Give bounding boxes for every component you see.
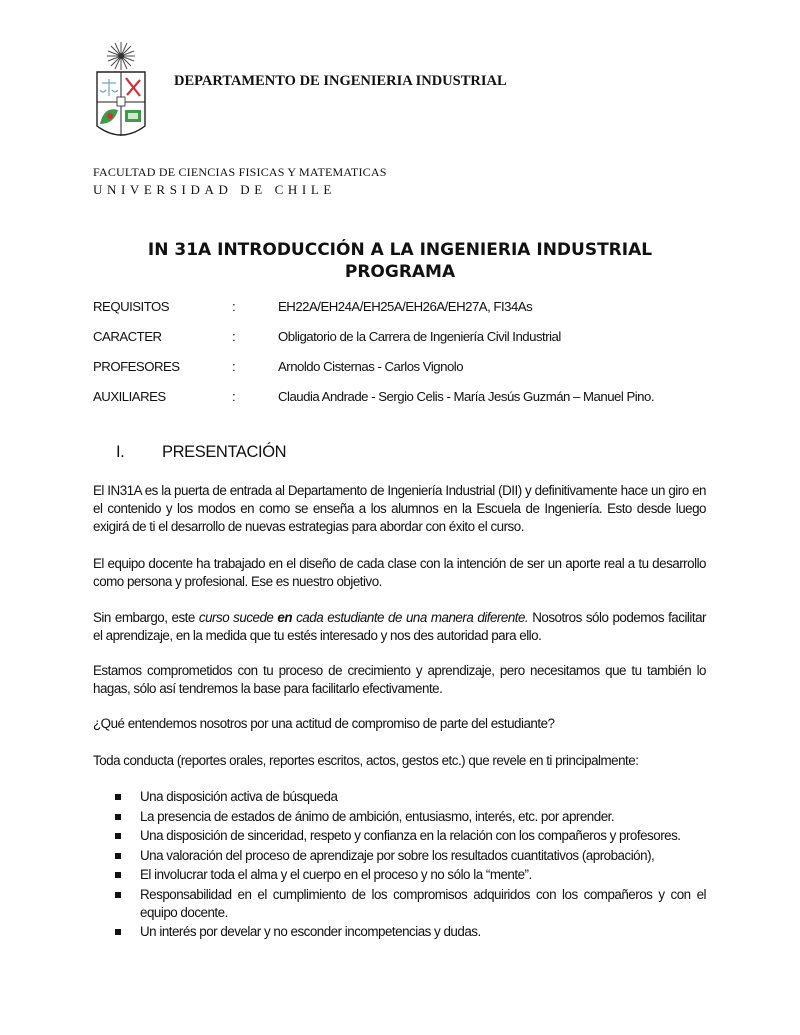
list-item: Un interés por develar y no esconder incompetencias y dudas. <box>93 923 706 941</box>
section-number: I. <box>116 443 125 461</box>
info-value: EH22A/EH24A/EH25A/EH26A/EH27A, FI34As <box>278 299 533 314</box>
info-label: PROFESORES <box>93 359 180 374</box>
p3-text-2: Nosotros sólo podemos facilitar el aprendizaje, en la medida que tu estés interesado y nos des autoridad para ello. <box>93 610 706 643</box>
star-center <box>118 53 124 59</box>
info-value: Arnoldo Cisternas - Carlos Vignolo <box>278 359 464 374</box>
info-separator: : <box>232 389 236 404</box>
department-name: DEPARTAMENTO DE INGENIERIA INDUSTRIAL <box>174 73 507 89</box>
info-value: Claudia Andrade - Sergio Celis - María Jesús Guzmán – Manuel Pino. <box>278 389 655 404</box>
university-name: UNIVERSIDAD DE CHILE <box>93 182 336 197</box>
info-label: CARACTER <box>93 329 162 344</box>
bullet-icon <box>115 794 121 800</box>
faculty-name: FACULTAD DE CIENCIAS FISICAS Y MATEMATICAS <box>93 165 387 179</box>
info-separator: : <box>232 359 236 374</box>
bullet-icon <box>115 814 121 820</box>
bullet-icon <box>115 872 121 878</box>
p3-emphasis-2: cada estudiante de una manera diferente. <box>292 610 529 625</box>
paragraph-question: ¿Qué entendemos nosotros por una actitud de compromiso de parte del estudiante? <box>93 716 555 731</box>
p3-strong: en <box>277 610 293 625</box>
bullet-icon <box>115 929 121 935</box>
paragraph-commitment: Estamos comprometidos con tu proceso de crecimiento y aprendizaje, pero necesitamos que tu también lo hagas, sólo así tendremos la base para facilitarlo efectivamente. <box>93 663 706 696</box>
info-separator: : <box>232 329 236 344</box>
bullet-icon <box>115 833 121 839</box>
bullet-icon <box>115 892 121 898</box>
commitment-list <box>93 788 706 941</box>
paragraph-conduct: Toda conducta (reportes orales, reportes escritos, actos, gestos etc.) que revele en ti principalmente: <box>93 753 639 768</box>
list-item: La presencia de estados de ánimo de ambición, entusiasmo, interés, etc. por aprender. <box>93 808 706 826</box>
p3-emphasis: curso sucede <box>198 610 278 625</box>
program-title: PROGRAMA <box>344 262 456 282</box>
p3-text: Sin embargo, este <box>93 610 199 625</box>
paragraph-team: El equipo docente ha trabajado en el diseño de cada clase con la intención de ser un aporte real a tu desarrollo como persona y profesional. Ese es nuestro objetivo. <box>93 556 706 589</box>
bullet-icon <box>115 853 121 859</box>
info-label: REQUISITOS <box>93 299 170 314</box>
list-item: Responsabilidad en el cumplimiento de los compromisos adquiridos con los compañeros y con el equipo docente. <box>93 886 706 922</box>
university-coat-of-arms-icon <box>88 40 154 146</box>
info-separator: : <box>232 299 236 314</box>
course-title: IN 31A INTRODUCCIÓN A LA INGENIERIA INDUSTRIAL <box>147 240 653 260</box>
info-value: Obligatorio de la Carrera de Ingeniería Civil Industrial <box>278 329 561 344</box>
list-item: Una valoración del proceso de aprendizaje por sobre los resultados cuantitativos (aprobación), <box>93 847 706 865</box>
paragraph-facilitate <box>93 609 706 645</box>
paragraph-intro: El IN31A es la puerta de entrada al Departamento de Ingeniería Industrial (DII) y definitivamente hace un giro en el contenido y los modos en como se enseña a los alumnos en la Escuela de Ingeniería. Esto desde luego exigirá de ti el desarrollo de nuevas estrategias para abordar con éxito el curso. <box>93 483 706 534</box>
info-label: AUXILIARES <box>93 389 166 404</box>
list-item: Una disposición de sinceridad, respeto y confianza en la relación con los compañeros y profesores. <box>93 827 706 845</box>
list-item: El involucrar toda el alma y el cuerpo en el proceso y no sólo la “mente”. <box>93 866 706 884</box>
section-title: PRESENTACIÓN <box>162 443 287 461</box>
list-item: Una disposición activa de búsqueda <box>93 788 706 806</box>
